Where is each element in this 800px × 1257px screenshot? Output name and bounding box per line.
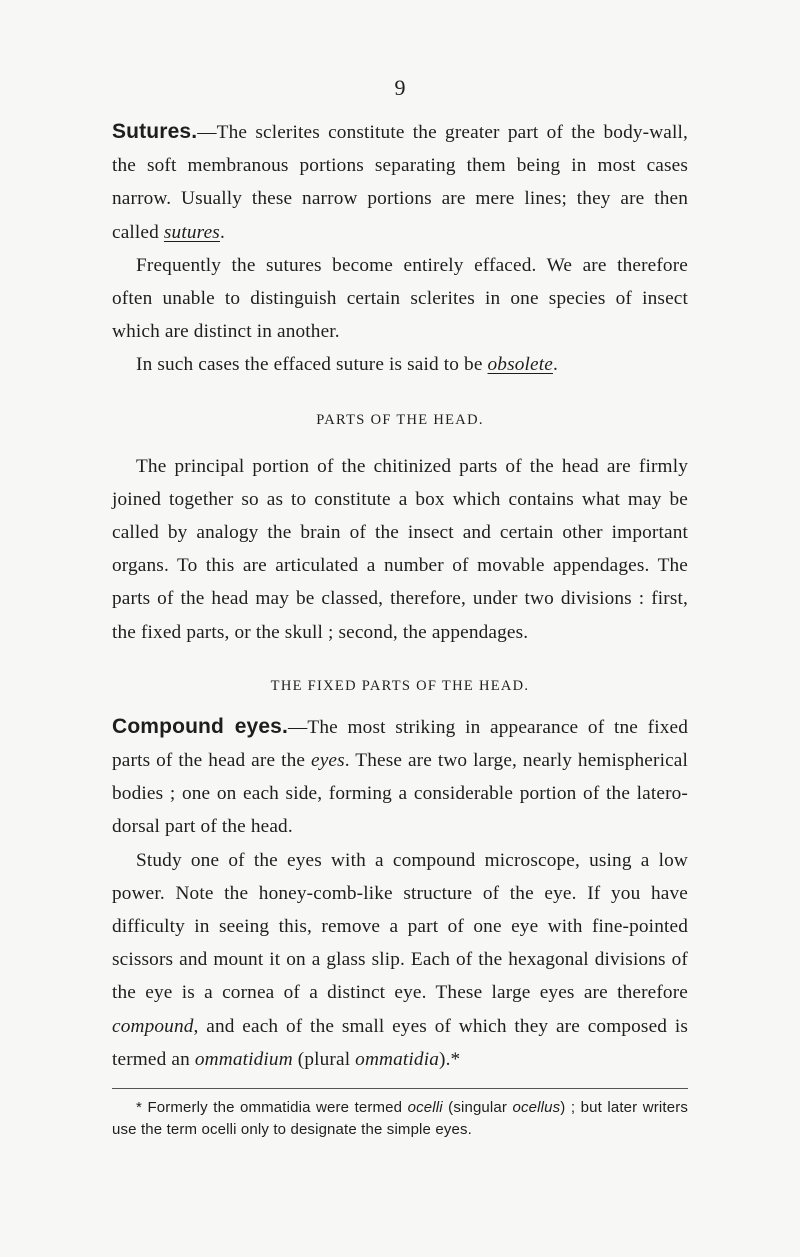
- term-sutures: sutures: [163, 221, 220, 243]
- book-page: [112, 75, 688, 1141]
- term-ocellus: ocellus: [512, 1099, 561, 1117]
- term-ocelli: ocelli: [407, 1099, 443, 1117]
- footnote: * Formerly the ommatidia were termed ocelli (singular ocellus) ; but later writers use the term ocelli only to designate the simple eyes.: [112, 1099, 688, 1139]
- term-compound: compound: [112, 1015, 194, 1037]
- paragraph-compound-eyes: Compound eyes.—The most striking in appearance of tne fixed parts of the head are the eyes. These are two large, nearly hemispherical bodies ; one on each side, forming a considerable portion of the latero-dorsal part of the head.: [112, 714, 688, 838]
- term-ommatidium: ommatidium: [194, 1048, 293, 1070]
- paragraph-head-box: The principal portion of the chitinized parts of the head are firmly joined together so as to constitute a box which contains what may be called by analogy the brain of the insect and certain other important organs. To this are articulated a number of movable appendages. The parts of the head may be classed, therefore, under two divisions : first, the fixed parts, or the skull ; second, the appendages.: [112, 455, 688, 643]
- section-heading-fixed-parts: THE FIXED PARTS OF THE HEAD.: [270, 677, 530, 694]
- term-obsolete: obsolete: [487, 354, 553, 376]
- paragraph-microscope: Study one of the eyes with a compound microscope, using a low power. Note the honey-comb-like structure of the eye. If you have difficulty in seeing this, remove a part of one eye with fine-pointed scissors and mount it on a glass slip. Each of the hexagonal divisions of the eye is a cornea of a distinct eye. These large eyes are therefore compound, and each of the small eyes of which they are composed is termed an ommatidium (plural ommatidia).*: [112, 849, 688, 1070]
- term-eyes: eyes: [310, 750, 345, 772]
- section-heading-parts-of-head: PARTS OF THE HEAD.: [316, 411, 484, 428]
- run-in-heading-compound-eyes: Compound eyes.: [112, 714, 288, 738]
- paragraph-obsolete: In such cases the effaced suture is said to be obsolete.: [136, 354, 558, 376]
- page-number: 9: [394, 75, 406, 100]
- footnote-rule: [112, 1088, 688, 1089]
- term-ommatidia: ommatidia: [355, 1048, 440, 1070]
- run-in-heading-sutures: Sutures.: [112, 120, 198, 143]
- paragraph-sutures: Sutures.—The sclerites constitute the greater part of the body-wall, the soft membranous portions separating them being in most cases narrow. Usually these narrow portions are mere lines; they are then called sutures.: [112, 120, 688, 243]
- paragraph-effaced: Frequently the sutures become entirely effaced. We are therefore often unable to distinguish certain sclerites in one species of insect which are distinct in another.: [112, 254, 688, 343]
